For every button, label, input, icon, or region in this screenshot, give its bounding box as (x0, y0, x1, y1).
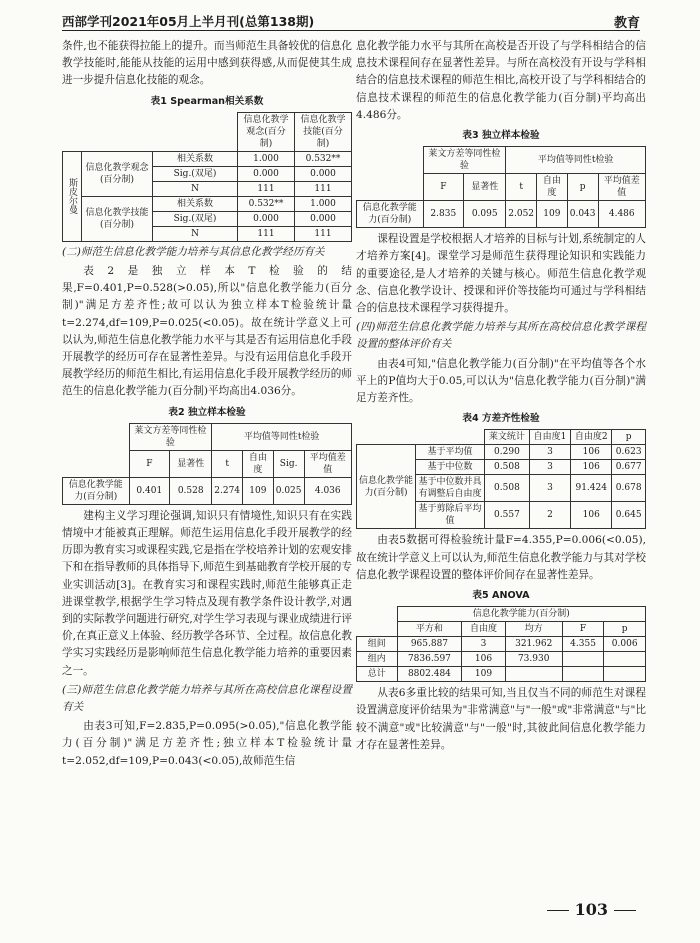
t4-cell: 0.677 (612, 460, 646, 475)
t1-side-label: 斯皮尔曼 (63, 151, 82, 241)
table2-caption: 表2 独立样本检验 (168, 406, 246, 418)
table1-spearman (62, 112, 352, 242)
paragraph: 课程设置是学校根据人才培养的目标与计划,系统制定的人才培养方案[4]。课堂学习是师范生获得理论知识和实践能力的重要途径,是人才培养的关键与核心。师范生信息化教学观念、信息化教学设计、授课和评价等技能均可通过与学科相结合的信息技术课程学习获得提升。 (356, 233, 646, 315)
t2-cell: 4.036 (304, 477, 352, 504)
table5-anova (356, 606, 646, 682)
t5-cell (562, 652, 604, 667)
t4-row-label: 基于剪除后平均值 (416, 502, 485, 529)
t3-col-header: 平均值差值 (598, 174, 646, 201)
t1-row-label: Sig.(双尾) (153, 211, 238, 226)
page-header (62, 10, 640, 32)
t4-cell: 106 (571, 502, 612, 529)
t5-col-header: 平方和 (397, 622, 462, 637)
t1-col-header: 信息化教学技能(百分制) (295, 112, 352, 151)
t4-cell: 0.623 (612, 445, 646, 460)
t3-cell: 109 (537, 201, 568, 228)
t2-col-header: Sig. (273, 450, 304, 477)
t2-col-header: F (129, 450, 170, 477)
t3-col-header: p (567, 174, 598, 201)
t2-group-header: 平均值等同性t检验 (212, 423, 352, 450)
t1-cell: 1.000 (238, 151, 295, 166)
t4-cell: 2 (529, 502, 570, 529)
t3-cell: 4.486 (598, 201, 646, 228)
t3-cell: 2.835 (423, 201, 464, 228)
table4-homogeneity (356, 429, 646, 529)
t1-cell: 0.532** (295, 151, 352, 166)
t4-cell: 3 (529, 475, 570, 502)
t5-cell (562, 667, 604, 682)
t5-col-header: p (604, 622, 646, 637)
t3-cell: 0.095 (464, 201, 506, 228)
right-column (356, 38, 646, 754)
t1-col-header: 信息化教学观念(百分制) (238, 112, 295, 151)
table4-caption: 表4 方差齐性检验 (462, 413, 540, 425)
t5-cell: 4.355 (562, 637, 604, 652)
t3-group-header: 平均值等同性t检验 (506, 147, 646, 174)
t5-cell: 965.887 (397, 637, 462, 652)
t4-row-label: 基于平均值 (416, 445, 485, 460)
t4-cell: 0.678 (612, 475, 646, 502)
t2-col-header: t (212, 450, 243, 477)
t2-cell: 0.025 (273, 477, 304, 504)
page-number-text: 103 (574, 900, 608, 919)
t4-cell: 106 (571, 460, 612, 475)
table1-caption: 表1 Spearman相关系数 (150, 95, 264, 107)
section-heading: (三)师范生信息化教学能力培养与其所在高校信息化课程设置有关 (62, 683, 352, 714)
t5-row-label: 总计 (357, 667, 398, 682)
t1-row-label: N (153, 226, 238, 241)
t3-cell: 0.043 (567, 201, 598, 228)
t4-cell: 3 (529, 445, 570, 460)
t4-cell: 3 (529, 460, 570, 475)
t3-cell: 2.052 (506, 201, 537, 228)
t1-row-label: 相关系数 (153, 151, 238, 166)
t1-group-label: 信息化教学观念(百分制) (82, 151, 153, 196)
table5-caption: 表5 ANOVA (472, 590, 530, 602)
t3-col-header: 显著性 (464, 174, 506, 201)
t5-cell: 3 (462, 637, 505, 652)
t2-group-header: 莱文方差等同性检验 (129, 423, 212, 450)
t4-col-header: p (612, 430, 646, 445)
t2-col-header: 显著性 (170, 450, 212, 477)
t5-cell (604, 652, 646, 667)
t3-col-header: t (506, 174, 537, 201)
section-heading: (二)师范生信息化教学能力培养与其信息化教学经历有关 (62, 245, 325, 258)
left-column (62, 38, 352, 770)
t4-cell: 0.508 (485, 460, 530, 475)
t2-cell: 0.401 (129, 477, 170, 504)
paragraph: 由表5数据可得检验统计量F=4.355,P=0.006(<0.05),故在统计学意义上可以认为,师范生信息化教学能力与其对学校信息化教学课程设置的整体评价间存在显著性差异。 (356, 534, 646, 581)
t1-cell: 1.000 (295, 196, 352, 211)
paragraph: 由表4可知,"信息化教学能力(百分制)"在平均值等各个水平上的P值均大于0.05,可以认为"信息化教学能力(百分制)"满足方差齐性。 (356, 357, 646, 405)
t5-cell: 109 (462, 667, 505, 682)
t5-cell: 106 (462, 652, 505, 667)
t2-cell: 2.274 (212, 477, 243, 504)
t3-col-header: 自由度 (537, 174, 568, 201)
t3-col-header: F (423, 174, 464, 201)
t5-cell: 73.930 (505, 652, 562, 667)
t4-col-header: 自由度2 (571, 430, 612, 445)
t1-cell: 111 (238, 181, 295, 196)
table2-independent-samples (62, 423, 352, 505)
table3-caption: 表3 独立样本检验 (462, 130, 540, 142)
paragraph: 表2是独立样本T检验的结果,F=0.401,P=0.528(>0.05),所以"信息化教学能力(百分制)"满足方差齐性;故可以认为独立样本T检验统计量t=2.274,df=109,P=0.025(<0.05)。故在统计学意义上可以认为,师范生信息化教学能力水平与其是否有运用信息化手段开展教学的经历可存在显著性差异。与没有运用信息化手段开展教学经历的师范生相比,有运用信息化手段开展教学经历的师范生的信息化教学能力(百分制)平均高出4.036分。 (62, 265, 352, 398)
t3-group-header: 莱文方差等同性检验 (423, 147, 506, 174)
paragraph: 从表6多重比较的结果可知,当且仅当不同的师范生对课程设置满意度评价结果为"非常满意"与"一般"或"非常满意"与"比较不满意"或"比较满意"与"一般"时,其彼此间信息化教学能力才存在显著性差异。 (356, 687, 646, 751)
t5-col-header: F (562, 622, 604, 637)
t5-col-header: 自由度 (462, 622, 505, 637)
t1-row-label: Sig.(双尾) (153, 166, 238, 181)
t5-cell: 8802.484 (397, 667, 462, 682)
t5-cell: 7836.597 (397, 652, 462, 667)
t1-row-label: 相关系数 (153, 196, 238, 211)
section-label: 教育 (613, 16, 640, 31)
paragraph: 建构主义学习理论强调,知识只有情境性,知识只有在实践情境中才能被真正理解。师范生运用信息化手段开展教学的经历即为教育实习或课程实践,它是指在学校培养计划的宏观安排下和在指导教师的具体指导下,师范生到基础教育学校开展的专业实训活动[3]。在教育实习和课程实践时,师范生能够真正走进课堂教学,根据学生学习特点及现有教学条件设计教学,对遇到的实际教学问题进行研究,对学生学习表现与课业成绩进行评价,在真正意义上体验、经历教学各环节、全过程。故信息化教学实习实践经历是影响师范生信息化教学能力培养的重要因素之一。 (62, 509, 352, 677)
t4-cell: 91.424 (571, 475, 612, 502)
t4-cell: 0.557 (485, 502, 530, 529)
t3-row-label: 信息化教学能力(百分制) (357, 201, 424, 228)
header-rule (62, 30, 640, 31)
t5-row-label: 组内 (357, 652, 398, 667)
t2-col-header: 平均值差值 (304, 450, 352, 477)
t4-side-label: 信息化教学能力(百分制) (357, 445, 416, 529)
t5-cell: 321.962 (505, 637, 562, 652)
t1-cell: 111 (238, 226, 295, 241)
t1-cell: 0.000 (238, 166, 295, 181)
t1-cell: 0.532** (238, 196, 295, 211)
t1-cell: 0.000 (295, 166, 352, 181)
t4-row-label: 基于中位数并具有调整后自由度 (416, 475, 485, 502)
t5-row-label: 组间 (357, 637, 398, 652)
dash-rule (547, 910, 569, 911)
t2-col-header: 自由度 (243, 450, 274, 477)
t1-cell: 0.000 (295, 211, 352, 226)
t1-cell: 0.000 (238, 211, 295, 226)
dash-rule (614, 910, 636, 911)
t4-cell: 106 (571, 445, 612, 460)
t4-cell: 0.508 (485, 475, 530, 502)
t4-cell: 0.645 (612, 502, 646, 529)
t1-group-label: 信息化教学技能(百分制) (82, 196, 153, 241)
t4-row-label: 基于中位数 (416, 460, 485, 475)
t2-cell: 0.528 (170, 477, 212, 504)
paragraph: 条件,也不能获得拉能上的提升。而当师范生具备较优的信息化教学技能时,能能从技能的运用中感到获得感,从而促使其生成进一步提升信息化技能的观念。 (62, 40, 352, 87)
t2-cell: 109 (243, 477, 274, 504)
t5-cell (604, 667, 646, 682)
table3-independent-samples (356, 146, 646, 228)
paragraph: 息化教学能力水平与其所在高校是否开设了与学科相结合的信息技术课程间存在显著性差异。与所在高校没有开设与学科相结合的信息技术课程的师范生相比,高校开设了与学科相结合的信息技术课程的师范生的信息化教学能力(百分制)平均高出4.486分。 (356, 40, 646, 121)
t1-cell: 111 (295, 181, 352, 196)
t2-row-label: 信息化教学能力(百分制) (63, 477, 130, 504)
t4-col-header: 莱文统计 (485, 430, 530, 445)
section-heading: (四)师范生信息化教学能力培养与其所在高校信息化教学课程设置的整体评价有关 (356, 321, 646, 351)
t5-title: 信息化教学能力(百分制) (397, 607, 646, 622)
page-number (541, 900, 642, 919)
t5-cell (505, 667, 562, 682)
t1-cell: 111 (295, 226, 352, 241)
t1-row-label: N (153, 181, 238, 196)
journal-title: 西部学刊2021年05月上半月刊(总第138期) (62, 14, 315, 29)
paragraph: 由表3可知,F=2.835,P=0.095(>0.05),"信息化教学能力(百分制)"满足方差齐性;独立样本T检验统计量t=2.052,df=109,P=0.043(<0.05),故师范生信 (62, 720, 352, 767)
t4-col-header: 自由度1 (529, 430, 570, 445)
t4-cell: 0.290 (485, 445, 530, 460)
t5-cell: 0.006 (604, 637, 646, 652)
t5-col-header: 均方 (505, 622, 562, 637)
